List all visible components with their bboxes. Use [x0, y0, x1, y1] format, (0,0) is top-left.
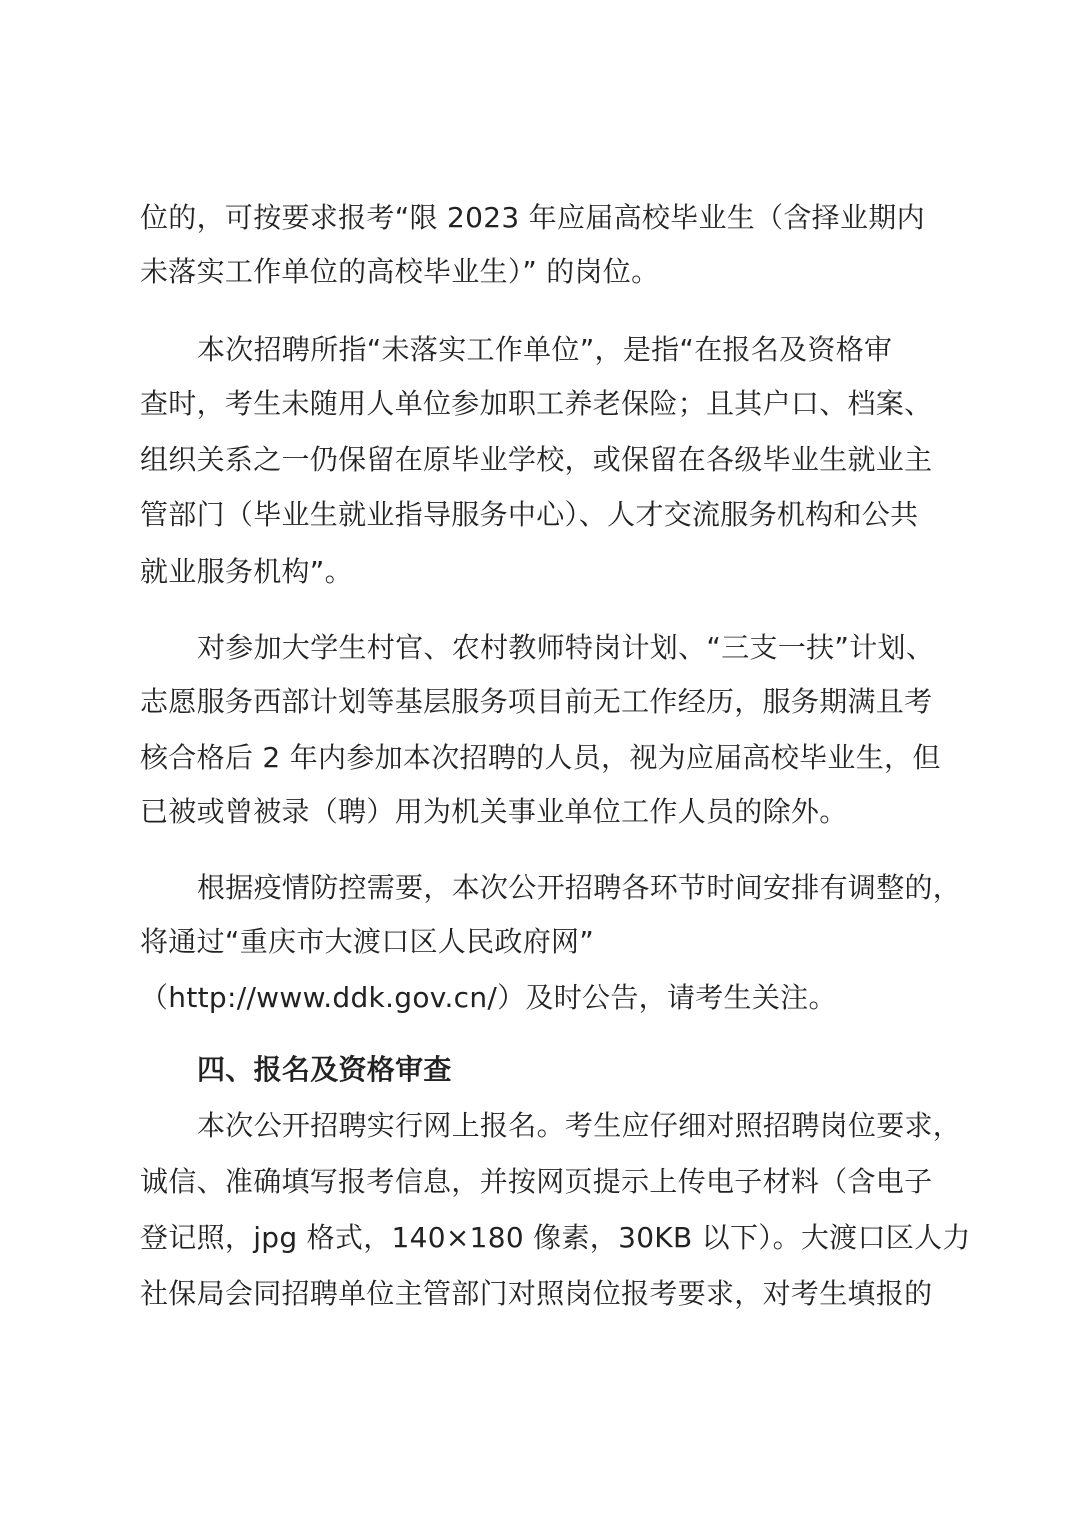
section-heading: 四、报名及资格审查	[197, 1053, 452, 1086]
text-line: 查时，考生未随用人单位参加职工养老保险；且其户口、档案、	[140, 387, 933, 420]
text-line: 管部门（毕业生就业指导服务中心）、人才交流服务机构和公共	[140, 498, 919, 531]
text-line: 未落实工作单位的高校毕业生）” 的岗位。	[140, 255, 660, 288]
text-line: 本次公开招聘实行网上报名。考生应仔细对照招聘岗位要求，	[197, 1109, 962, 1142]
text-line: 位的，可按要求报考“限 2023 年应届高校毕业生（含择业期内	[140, 201, 925, 234]
text-line: 本次招聘所指“未落实工作单位”，是指“在报名及资格审	[197, 333, 893, 366]
text-line: 登记照，jpg 格式，140×180 像素，30KB 以下）。大渡口区人力	[140, 1221, 971, 1254]
url-line: （http://www.ddk.gov.cn/）及时公告，请考生关注。	[140, 981, 837, 1014]
text-line: 对参加大学生村官、农村教师特岗计划、“三支一扶”计划、	[197, 631, 935, 664]
text-line: 根据疫情防控需要，本次公开招聘各环节时间安排有调整的，	[197, 871, 962, 904]
text-line: 志愿服务西部计划等基层服务项目前无工作经历，服务期满且考	[140, 685, 933, 718]
text-line: 社保局会同招聘单位主管部门对照岗位报考要求，对考生填报的	[140, 1277, 933, 1310]
text-line: 核合格后 2 年内参加本次招聘的人员，视为应届高校毕业生，但	[140, 741, 941, 774]
text-line: 就业服务机构”。	[140, 555, 353, 588]
text-line: 将通过“重庆市大渡口区人民政府网”	[140, 925, 595, 958]
text-line: 组织关系之一仍保留在原毕业学校，或保留在各级毕业生就业主	[140, 443, 933, 476]
text-line: 已被或曾被录（聘）用为机关事业单位工作人员的除外。	[140, 795, 848, 828]
text-line: 诚信、准确填写报考信息，并按网页提示上传电子材料（含电子	[140, 1165, 933, 1198]
